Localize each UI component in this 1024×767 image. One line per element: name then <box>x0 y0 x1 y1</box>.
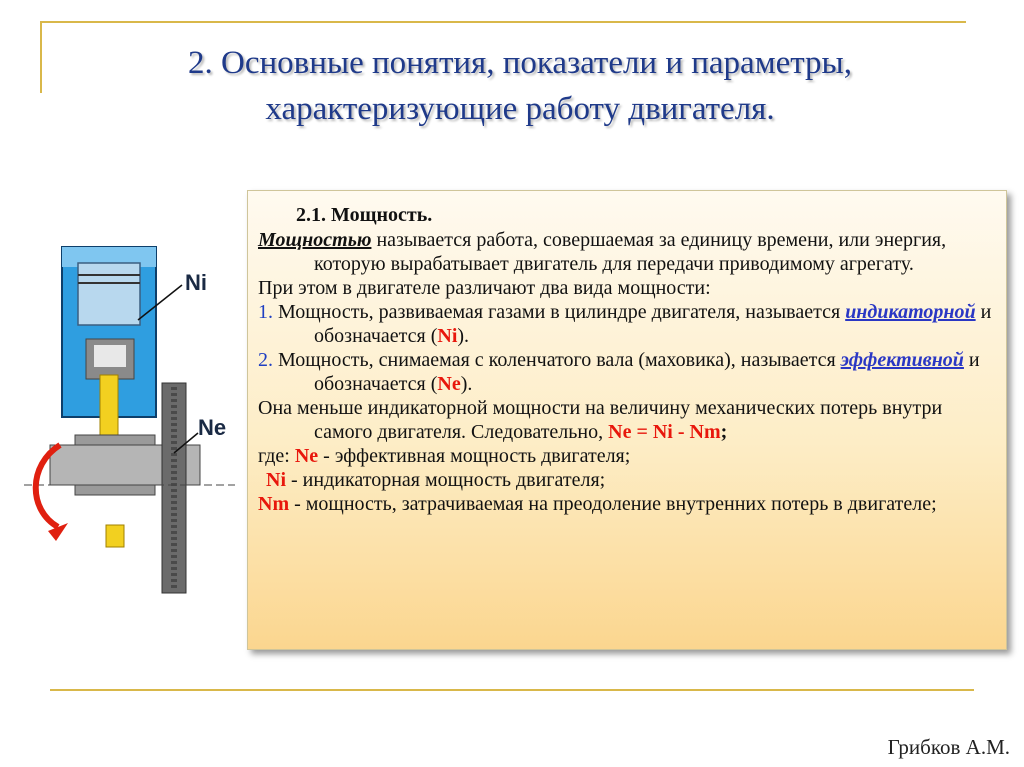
top-rule <box>40 21 966 23</box>
title-line-2: характеризующие работу двигателя. <box>265 91 775 127</box>
losses-paragraph <box>258 396 1000 444</box>
symbol-ne: Ne <box>437 373 461 395</box>
where-ni <box>258 468 1000 492</box>
where-ni-symbol: Ni <box>266 469 286 491</box>
where-nm <box>258 492 1000 516</box>
list-item-effective <box>258 348 1000 396</box>
left-rule <box>40 21 42 93</box>
list-number-2: 2. <box>258 349 273 371</box>
where-ne <box>258 444 1000 468</box>
where-ni-text: - индикаторная мощность двигателя; <box>286 469 606 491</box>
title-line-1: 2. Основные понятия, показатели и параметры, <box>188 45 852 81</box>
bottom-rule <box>50 689 974 691</box>
content-box <box>247 190 1007 650</box>
label-ni: Ni <box>185 270 207 295</box>
where-nm-symbol: Nm <box>258 493 290 515</box>
author-name: Грибков А.М. <box>887 735 1010 759</box>
list-number-1: 1. <box>258 301 273 323</box>
where-ne-text: - эффективная мощность двигателя; <box>318 445 631 467</box>
definition-paragraph <box>258 228 1000 276</box>
where-ne-symbol: Ne <box>294 445 319 467</box>
content-text <box>258 203 1000 516</box>
where-nm-text: - мощность, затрачиваемая на преодоление внутренних потерь в двигателе; <box>289 493 937 515</box>
rod-bolt-shape <box>106 525 124 547</box>
item2-text: Мощность, снимаемая с коленчатого вала (маховика), называется <box>273 349 841 371</box>
item1-text: Мощность, развиваемая газами в цилиндре двигателя, называется <box>273 301 846 323</box>
definition-text: называется работа, совершаемая за единицу времени, или энергия, которую вырабатывает двигатель для передачи приводимому агрегату. <box>314 229 947 275</box>
definition-term: Мощностью <box>258 229 372 251</box>
item1-tail-b: ). <box>457 325 470 347</box>
piston-pin-housing <box>94 345 126 367</box>
item1-tail-a: и обозначается ( <box>314 301 992 347</box>
label-ne: Ne <box>198 415 227 440</box>
list-item-indicated <box>258 300 1000 348</box>
term-effective: эффективной <box>840 349 964 371</box>
losses-text: Она меньше индикаторной мощности на величину механических потерь внутри самого двигателя. Следовательно, <box>258 397 943 443</box>
types-intro: При этом в двигателе различают два вида мощности: <box>258 277 711 299</box>
term-indicated: индикаторной <box>845 301 976 323</box>
slide-title <box>60 40 980 132</box>
section-heading: 2.1. Мощность. <box>296 204 433 226</box>
power-formula: Ne = Ni - Nm <box>608 421 721 443</box>
item2-tail-a: и обозначается ( <box>314 349 980 395</box>
item2-tail-b: ). <box>460 373 473 395</box>
symbol-ni: Ni <box>437 325 458 347</box>
engine-diagram <box>20 235 245 605</box>
piston-shape <box>78 263 140 325</box>
formula-end: ; <box>720 421 728 443</box>
where-prefix: где: <box>258 445 295 467</box>
